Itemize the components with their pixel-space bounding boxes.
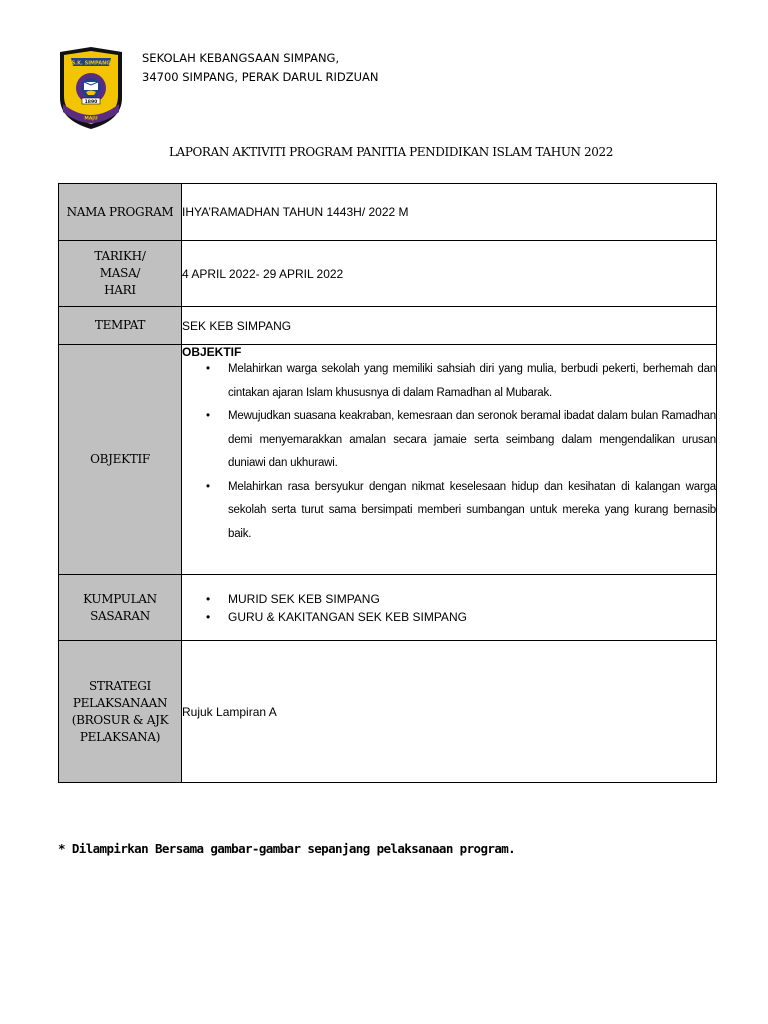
label-strategy-line: STRATEGI [89, 678, 151, 693]
objective-heading: OBJEKTIF [182, 345, 242, 359]
value-strategy: Rujuk Lampiran A [182, 641, 717, 783]
label-date-line: TARIKH/ [94, 249, 146, 263]
label-date [59, 241, 182, 307]
footnote: * Dilampirkan Bersama gambar-gambar sepanjang pelaksanaan program. [58, 841, 516, 856]
label-date-line: HARI [104, 283, 136, 297]
value-objective [182, 345, 717, 575]
target-item: • MURID SEK KEB SIMPANG [228, 590, 716, 608]
school-address: 34700 SIMPANG, PERAK DARUL RIDZUAN [142, 70, 379, 84]
value-target [182, 575, 717, 641]
school-crest-logo [58, 46, 124, 130]
row-program [59, 184, 717, 241]
label-strategy-line: (BROSUR & AJK [71, 712, 169, 727]
label-program: NAMA PROGRAM [59, 184, 182, 241]
row-date [59, 241, 717, 307]
target-list [182, 590, 716, 626]
row-objective [59, 345, 717, 575]
value-program: IHYA’RAMADHAN TAHUN 1443H/ 2022 M [182, 184, 717, 241]
objective-item: • Melahirkan rasa bersyukur dengan nikmat keselesaan hidup dan kesihatan di kalangan warga sekolah serta turut sama bersimpati memberi sumbangan untuk mereka yang kurang bernasib baik. [228, 476, 716, 547]
label-target-line: SASARAN [90, 608, 150, 623]
objective-list [182, 358, 716, 546]
row-strategy [59, 641, 717, 783]
logo-lettering-top: S.K. SIMPANG [71, 60, 111, 67]
objective-item: • Mewujudkan suasana keakraban, kemesraan dan seronok beramal ibadat dalam bulan Ramadhan demi menyemarakkan amalan secara jamaie serta seimbang dalam mengendalikan urusan duniawi dan ukhurawi. [228, 405, 716, 476]
logo-lettering-year: 1890 [84, 99, 98, 105]
label-target-line: KUMPULAN [83, 591, 157, 606]
label-target [59, 575, 182, 641]
row-place [59, 307, 717, 345]
label-strategy-line: PELAKSANA) [79, 729, 161, 744]
label-date-line: MASA/ [99, 266, 141, 280]
report-title: LAPORAN AKTIVITI PROGRAM PANITIA PENDIDIKAN ISLAM TAHUN 2022 [168, 145, 613, 159]
school-name: SEKOLAH KEBANGSAAN SIMPANG, [142, 51, 340, 65]
row-target [59, 575, 717, 641]
value-date: 4 APRIL 2022- 29 APRIL 2022 [182, 241, 717, 307]
logo-lettering-bottom: MAJU [84, 116, 98, 122]
program-report-table [58, 183, 717, 783]
label-objective: OBJEKTIF [59, 345, 182, 575]
objective-item: • Melahirkan warga sekolah yang memiliki sahsiah diri yang mulia, berbudi pekerti, berhemah dan cintakan ajaran Islam khususnya di dalam Ramadhan al Mubarak. [228, 358, 716, 405]
value-place: SEK KEB SIMPANG [182, 307, 717, 345]
label-place: TEMPAT [59, 307, 182, 345]
label-strategy [59, 641, 182, 783]
target-item: • GURU & KAKITANGAN SEK KEB SIMPANG [228, 608, 716, 626]
school-header [142, 49, 379, 87]
label-strategy-line: PELAKSANAAN [72, 695, 168, 710]
